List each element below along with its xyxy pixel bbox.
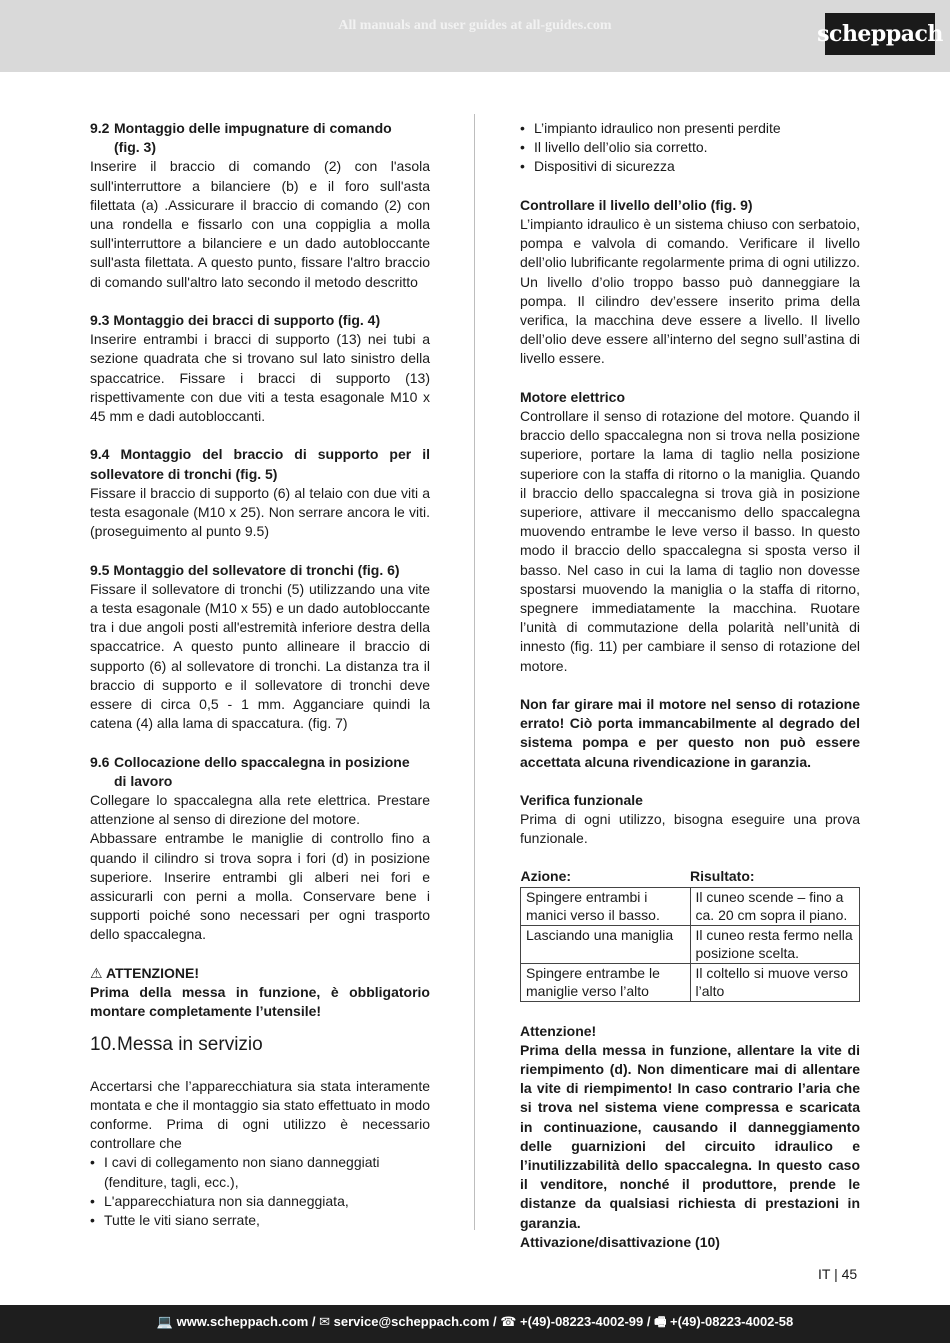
section-9-5-body: Fissare il sollevatore di tronchi (5) utilizzando una vite a testa esagonale (M10 x 55) e un dado autobloccante tra i due angoli posti all'estremità inferiore destra della spaccatrice. A questo punto allineare il braccio di supporto (6) al sollevatore di tronchi. La distanza tra il braccio di supporto e il sollevatore di tronchi deve essere di circa 0,5 - 1 mm. Agganciare quindi la catena (4) alla lama di spaccatura. (fig. 7) [90, 580, 430, 732]
table-header-action: Azione: [520, 867, 572, 884]
motor-warning: Non far girare mai il motore nel senso di rotazione errato! Ciò porta immancabilmente al degrado del sistema pompa e per questo non può essere accettata alcuna rivendicazione in garanzia. [520, 696, 860, 770]
contact-line: 💻 www.scheppach.com / ✉ service@scheppach.com / ☎ +(49)-08223-4002-99 / 🖷 +(49)-08223-4002-58 [156, 1314, 794, 1329]
oil-level-title: Controllare il livello dell’olio (fig. 9) [520, 196, 753, 213]
table-header-result: Risultato: [690, 867, 755, 884]
section-9-2-body: Inserire il braccio di comando (2) con l'asola sull'interruttore a bilanciere (b) e il foro sull'asta filettata (a) .Assicurare il braccio di comando (2) con una rondella e fissarlo con una coppiglia a molla sull'interruttore a bilanciere e un dado autobloccante sull'asta filettata. A questo punto, fissare l'altro braccio di comando sull'altro lato secondo il metodo descritto [90, 158, 430, 290]
section-9-6-body-2: Abbassare entrambe le maniglie di controllo fino a quando il cilindro si trova sopra i fori (d) in posizione superiore. Inserire entrambi gli alberi nei fori e assicurarli con perni a molla. Conservare bene i supporti poiché sono necessari per ogni trasporto dello spaccalegna. [90, 830, 430, 943]
list-item: • Tutte le viti siano serrate, [90, 1211, 430, 1230]
table-row: Lasciando una maniglia Il cuneo resta fermo nella posizione scelta. [521, 926, 860, 964]
section-10-body: Accertarsi che l’apparecchiatura sia stata interamente montata e che il montaggio sia stato effettuato in modo conforme. Prima di ogni utilizzo è necessario controllare che [90, 1077, 430, 1152]
table-row: Spingere entrambe le maniglie verso l’alto Il coltello si muove verso l’alto [521, 964, 860, 1002]
right-column [520, 119, 860, 1252]
section-9-3-title: 9.3 Montaggio dei bracci di supporto (fig. 4) [90, 312, 381, 329]
motor-title: Motore elettrico [520, 388, 626, 405]
attention-body: Prima della messa in funzione, allentare la vite di riempimento (d). Non dimenticare mai di allentare la vite di riempimento! In caso contrario l’aria che si trova nel sistema viene compressa e scaricata in continuazione, causando il danneggiamento delle guarnizioni del circuito idraulico e l’inutilizzabilità dello spaccalegna. In questo caso il venditore, nonché il produttore, prende le distanze da qualsiasi richiesta di prestazioni in garanzia. [520, 1041, 860, 1231]
left-column [90, 119, 430, 1230]
brand-logo: scheppach [825, 13, 935, 55]
attention-title: Attenzione! [520, 1022, 597, 1039]
column-divider [474, 114, 475, 1230]
section-9-5-title: 9.5 Montaggio del sollevatore di tronchi (fig. 6) [90, 561, 400, 578]
functional-check-title: Verifica funzionale [520, 792, 643, 809]
watermark: All manuals and user guides at all-guides.com [338, 18, 612, 33]
page-header [0, 0, 950, 72]
list-item: • L’impianto idraulico non presenti perdite [520, 119, 860, 138]
section-9-4-body: Fissare il braccio di supporto (6) al telaio con due viti a testa esagonale (M10 x 25). Non serrare ancora le viti. (proseguimento al punto 9.5) [90, 484, 430, 540]
activation-heading: Attivazione/disattivazione (10) [520, 1233, 720, 1250]
list-item: • I cavi di collegamento non siano danneggiati (fenditure, tagli, ecc.), [90, 1153, 430, 1191]
list-item: • L'apparecchiatura non sia danneggiata, [90, 1192, 430, 1211]
function-test-table [520, 868, 860, 1003]
section-9-6-body-1: Collegare lo spaccalegna alla rete elettrica. Prestare attenzione al senso di direzione del motore. [90, 792, 430, 828]
section-10-title: 10.Messa in servizio [90, 1034, 263, 1056]
warning-body: Prima della messa in funzione, è obbligatorio montare completamente l’utensile! [90, 984, 430, 1020]
section-9-3-body: Inserire entrambi i bracci di supporto (13) nei tubi a sezione quadrata che si trovano sul lato sinistro della spaccatrice. Fissare i bracci di supporto (13) rispettivamente con due viti a testa esagonale M10 x 45 mm e dadi autobloccanti. [90, 331, 430, 425]
section-9-2-title: 9.2 Montaggio delle impugnature di comando (fig. 3) [90, 120, 392, 156]
section-9-4-title: 9.4 Montaggio del braccio di supporto per il sollevatore di tronchi (fig. 5) [90, 446, 430, 482]
table-row: Spingere entrambi i manici verso il basso. Il cuneo scende – fino a ca. 20 cm sopra il piano. [521, 888, 860, 926]
page-number: IT | 45 [818, 1266, 858, 1282]
section-9-6-title: 9.6 Collocazione dello spaccalegna in posizione di lavoro [90, 753, 410, 789]
warning-title: ⚠ ATTENZIONE! [90, 964, 200, 981]
oil-level-body: L’impianto idraulico è un sistema chiuso con serbatoio, pompa e valvola di comando. Verificare il livello dell’olio lubrificante regolarmente prima di ogni utilizzo. Un livello d’olio troppo basso può danneggiare la pompa. Il cilindro dev’essere inserito prima della verifica, la macchina deve essere a livello. Il livello dell’olio deve essere all’interno del segno sull’astina di livello essere. [520, 216, 860, 367]
list-item: • Il livello dell’olio sia corretto. [520, 138, 860, 157]
motor-body: Controllare il senso di rotazione del motore. Quando il braccio dello spaccalegna non si trova nella posizione superiore, portare la lama di taglio nella posizione superiore con la staffa di ritorno o la maniglia. Quando il braccio dello spaccalegna si trova già in posizione superiore, attivare il meccanismo dello spaccalegna muovendo entrambe le leve verso il basso. In questo modo il braccio dello spaccalegna si sposta verso il basso. Nel caso in cui la lama di taglio non dovesse spostarsi muovendo la maniglia o la staffa di ritorno, spegnere immediatamente la macchina. Ruotare l’unità di commutazione della polarità nell’unità di innesto (fig. 11) per cambiare il senso di rotazione del motore. [520, 408, 860, 674]
functional-check-body: Prima di ogni utilizzo, bisogna eseguire una prova funzionale. [520, 811, 860, 847]
check-list [90, 1153, 430, 1230]
check-list-continued [520, 119, 860, 177]
list-item: • Dispositivi di sicurezza [520, 157, 860, 176]
warning-icon: ⚠ [90, 964, 103, 981]
page-footer [0, 1305, 950, 1343]
